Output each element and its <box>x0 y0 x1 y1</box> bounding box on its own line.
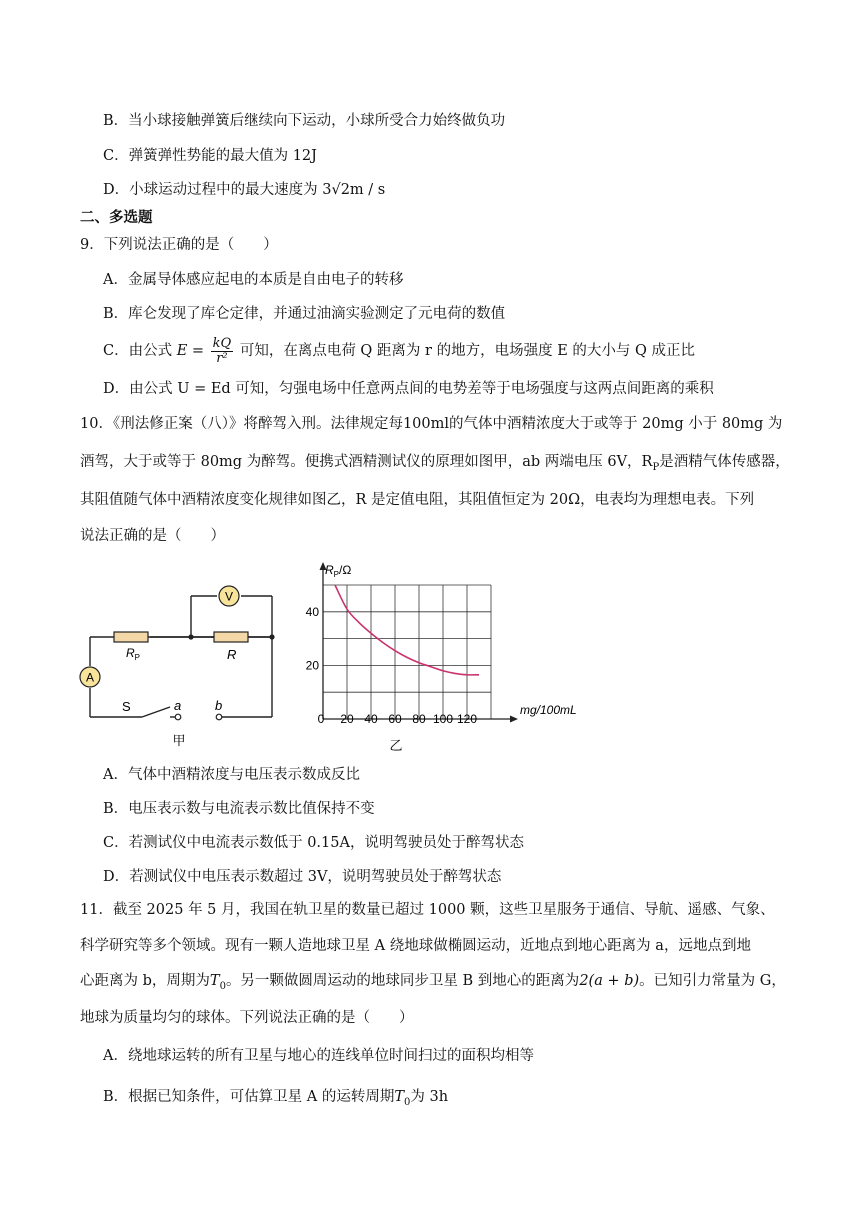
chart-x-tick-label: 20 <box>340 712 354 726</box>
q10-line-2-text: 酒驾，大于或等于 80mg 为醉驾。便携式酒精测试仪的原理如图甲，ab 两端电压 6V，R <box>80 454 653 470</box>
chart-x-tick-label: 100 <box>432 712 454 726</box>
q10-line-2-sub: P <box>652 461 660 473</box>
q11-line-2: 科学研究等多个领域。现有一颗人造地球卫星 A 绕地球做椭圆运动，近地点到地心距离为 a，远地点到地 <box>80 938 751 954</box>
chart-x-arrow-icon <box>510 716 518 723</box>
q10-option-d: D．若测试仪中电压表示数超过 3V，说明驾驶员处于醉驾状态 <box>103 869 502 885</box>
chart-y-tick-label: 20 <box>305 658 319 673</box>
q10-option-b: B．电压表示数与电流表示数比值保持不变 <box>103 801 375 817</box>
q9-formula-numerator: kQ <box>212 335 232 351</box>
chart-x-label: mg/100mL <box>520 703 577 717</box>
chart-x-tick-label: 0 <box>317 712 325 726</box>
circuit-diagram <box>74 580 284 750</box>
q11-period-symbol: T <box>209 973 220 989</box>
q9-option-c <box>103 336 695 366</box>
q11-line-1: 11．截至 2025 年 5 月，我国在轨卫星的数量已超过 1000 颗，这些卫星服务于通信、导航、遥感、气象、 <box>80 902 775 918</box>
chart-series-line <box>335 585 479 675</box>
resistance-chart <box>296 558 596 754</box>
q9-option-b: B．库仑发现了库仑定律，并通过油滴实验测定了元电荷的数值 <box>103 306 506 322</box>
q11-option-a: A．绕地球运转的所有卫星与地心的连线单位时间扫过的面积均相等 <box>103 1048 534 1064</box>
q11-line-3 <box>80 971 786 997</box>
switch-label: S <box>122 699 131 714</box>
chart-x-tick-label: 60 <box>388 712 402 726</box>
voltmeter-label: V <box>224 589 234 604</box>
q9-option-d: D．由公式 U = Ed 可知，匀强电场中任意两点间的电势差等于电场强度与这两点间距离的乘积 <box>103 381 714 397</box>
terminal-b-icon <box>216 714 222 720</box>
q11-line-3-c: 。已知引力常量为 G， <box>639 973 786 989</box>
q8-option-b: B．当小球接触弹簧后继续向下运动，小球所受合力始终做负功 <box>103 113 506 129</box>
section-title: 二、多选题 <box>80 210 153 226</box>
chart-x-tick-label: 120 <box>456 712 478 726</box>
q11-line-4: 地球为质量均匀的球体。下列说法正确的是（ ） <box>80 1010 414 1026</box>
chart-y-label: $R_P/\Omega$ <box>325 563 352 579</box>
q9-formula-lhs: E = <box>176 343 205 359</box>
r-label: R <box>227 647 237 662</box>
chart-x-tick-label: 80 <box>412 712 426 726</box>
q8-option-d-value: 3√2m / s <box>322 182 386 198</box>
q10-line-3: 其阻值随气体中酒精浓度变化规律如图乙，R 是定值电阻，其阻值恒定为 20Ω，电表均为理想电表。下列 <box>80 492 755 508</box>
q11-line-3-a: 心距离为 b，周期为 <box>80 973 210 989</box>
ammeter-label: A <box>85 670 95 685</box>
terminal-a-icon <box>175 714 181 720</box>
q11-line-3-b: 。另一颗做圆周运动的地球同步卫星 B 到地心的距离为 <box>225 973 580 989</box>
chart-y-tick-label: 40 <box>305 604 319 619</box>
circuit-caption: 甲 <box>172 733 186 748</box>
q11-option-b-period-sub: 0 <box>404 1096 411 1108</box>
chart-caption: 乙 <box>389 738 403 753</box>
q11-option-b <box>103 1087 448 1113</box>
q9-option-c-prefix: C．由公式 <box>103 343 173 359</box>
resistor-rp <box>114 632 148 642</box>
q8-option-d <box>103 180 385 200</box>
q9-formula-denominator: r² <box>216 350 228 366</box>
resistor-r <box>214 632 248 642</box>
q10-option-a: A．气体中酒精浓度与电压表示数成反比 <box>103 767 360 783</box>
q10-line-2 <box>80 452 790 478</box>
q8-option-d-text: D．小球运动过程中的最大速度为 <box>103 182 318 198</box>
chart-x-tick-label: 40 <box>364 712 378 726</box>
q8-option-c: C．弹簧弹性势能的最大值为 12J <box>103 148 317 164</box>
q10-line-4: 说法正确的是（ ） <box>80 528 225 544</box>
q9-stem: 9．下列说法正确的是（ ） <box>80 237 278 253</box>
q11-option-b-suffix: 为 3h <box>410 1089 449 1105</box>
q11-option-b-prefix: B．根据已知条件，可估算卫星 A 的运转周期 <box>103 1089 395 1105</box>
q9-option-a: A．金属导体感应起电的本质是自由电子的转移 <box>103 272 404 288</box>
q11-option-b-period: T <box>394 1089 405 1105</box>
q11-period-sub: 0 <box>219 980 226 992</box>
q10-option-c: C．若测试仪中电流表示数低于 0.15A，说明驾驶员处于醉驾状态 <box>103 835 524 851</box>
rp-label: $R_P$ <box>126 646 141 662</box>
q9-formula-fraction <box>211 337 234 366</box>
q9-option-c-suffix: 可知，在离点电荷 Q 距离为 r 的地方，电场强度 E 的大小与 Q 成正比 <box>239 343 695 359</box>
q10-line-2-tail: 是酒精气体传感器， <box>659 454 790 470</box>
terminal-b-label: b <box>215 698 223 713</box>
terminal-a-label: a <box>174 698 182 713</box>
q11-distance-expr: 2(a + b) <box>579 973 640 989</box>
q10-line-1: 10．《刑法修正案（八）》将醉驾入刑。法律规定每100ml的气体中酒精浓度大于或等于 20mg 小于 80mg 为 <box>80 416 783 432</box>
